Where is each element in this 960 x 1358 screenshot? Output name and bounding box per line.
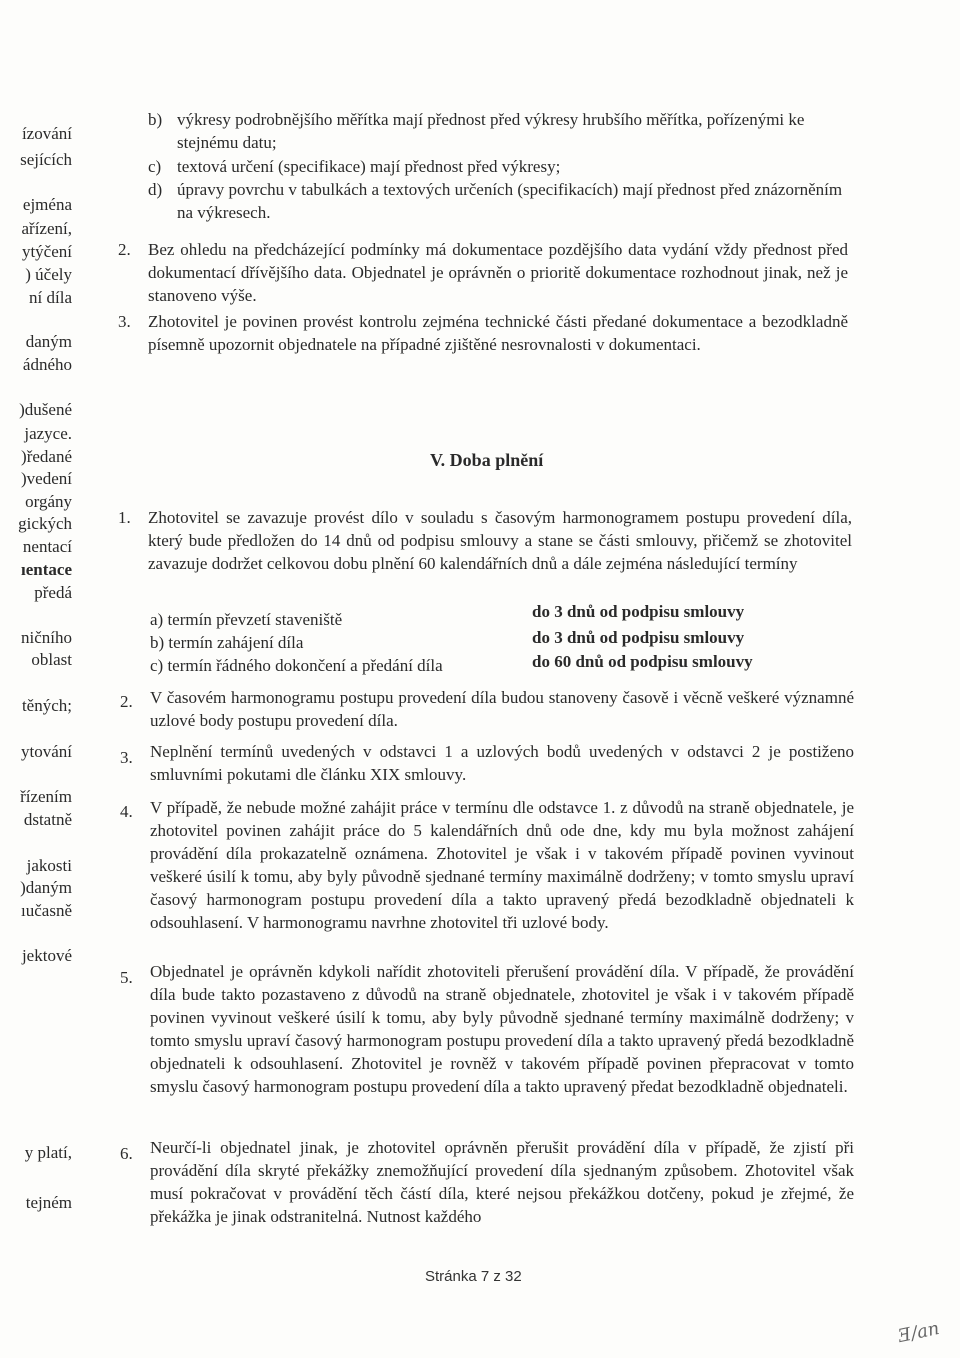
term-label-b: b) termín zahájení díla (150, 633, 304, 652)
margin-text-fragment: ízování (21, 124, 72, 143)
handwritten-initials: Ǝ/an (896, 1317, 942, 1348)
paragraph-v-1: Zhotovitel se zavazuje provést dílo v souladu s časovým harmonogramem postupu provedení díla, který bude předložen do 14 dnů od podpisu smlouvy a stane se části smlouvy, přičemž se zhotovitel zavazuje dodržet celkovou dobu plnění 60 kalendářních dnů a dále zejména následující termíny (148, 508, 852, 573)
margin-text-fragment: ytování (21, 742, 72, 761)
margin-text-fragment: těných; (21, 696, 72, 715)
margin-text-fragment: daným (25, 332, 72, 351)
margin-text-fragment: nentací (22, 537, 72, 556)
item-label-c: c) (148, 157, 162, 176)
item-label-d: d) (148, 180, 163, 199)
para-number-v-5: 5. (120, 968, 133, 987)
margin-text-fragment: sejících (20, 150, 72, 169)
term-label-c: c) termín řádného dokončení a předání díla (150, 656, 443, 675)
margin-text-fragment: orgány (25, 492, 72, 511)
margin-text-fragment: dstatně (23, 810, 72, 829)
margin-text-fragment: oblast (31, 650, 72, 669)
margin-text-fragment: gických (18, 514, 72, 533)
margin-text-fragment: )vedení (21, 469, 72, 488)
paragraph-v-4: V případě, že nebude možné zahájit práce v termínu dle odstavce 1. z důvodů na straně objednatele, je zhotovitel povinen zahájit práce do 5 kalendářních dnů ode dne, kdy mu byla možnost zahájení provádění díla prokazatelně oznámena. Zhotovitel je však i v takovém případě povinen vyvinout veškeré úsilí k tomu, aby byly původně sjednané termíny maximálně dodrženy; v tomto smyslu upraví časový harmonogram postupu provedení díla a takto upravený předá bezodkladně objednateli k odsouhlasení. V harmonogramu navrhne zhotovitel tři uzlové body. (150, 798, 854, 932)
paragraph-iv-2: Bez ohledu na předcházející podmínky má dokumentace pozdějšího data vydání vždy přednost před dokumentací dřívějšího data. Objednatel je oprávněn o prioritě dokumentace rozhodnout jinak, než je stanoveno výše. (148, 240, 848, 305)
margin-text-fragment: ytýčení (21, 242, 72, 261)
para-number-iv-3: 3. (118, 312, 131, 331)
para-number-v-2: 2. (120, 692, 133, 711)
item-b-text: výkresy podrobnějšího měřítka mají přednost před výkresy hrubšího měřítka, pořízenými ke stejnému datu; (177, 110, 805, 152)
page-number-footer: Stránka 7 z 32 (425, 1268, 522, 1285)
para-number-v-3: 3. (120, 748, 133, 767)
paragraph-v-5: Objednatel je oprávněn kdykoli nařídit zhotoviteli přerušení provádění díla. V případě, že provádění díla bude takto pozastaveno z důvodů na straně objednatele, zhotovitel je však i v takovém případě povinen vyvinout veškeré úsilí k tomu, aby byly původně sjednané termíny maximálně dodrženy; v tomto smyslu upraví časový harmonogram postupu provedení díla a takto upravený předá bezodkladně objednateli k odsouhlasení. Zhotovitel je rovněž v takovém případě povinen přepracovat v tomto smyslu časový harmonogram postupu provedení díla a takto upravený předat bezodkladně objednateli. (150, 962, 854, 1096)
item-d-text: úpravy povrchu v tabulkách a textových určeních (specifikacích) mají přednost před znázorněním na výkresech. (177, 180, 843, 222)
margin-text-fragment: ıentace (21, 560, 72, 579)
margin-text-fragment: y platí, (24, 1143, 72, 1162)
margin-text-fragment: jektové (21, 946, 72, 965)
margin-text-fragment: ní díla (29, 288, 72, 307)
para-number-v-4: 4. (120, 802, 133, 821)
item-label-b: b) (148, 110, 163, 129)
paragraph-iv-3: Zhotovitel je povinen provést kontrolu zejména technické části předané dokumentace a bezodkladně písemně upozornit objednatele na případné zjištěné nesrovnalosti v dokumentaci. (148, 312, 848, 354)
margin-text-fragment: tejném (25, 1193, 72, 1212)
term-value-a: do 3 dnů od podpisu smlouvy (532, 602, 745, 621)
paragraph-v-6: Neurčí-li objednatel jinak, je zhotovitel oprávněn přerušit provádění díla v případě, že zjistí při provádění díla skryté překážky znemožňující provedení díla sjednaným způsobem. Zhotovitel však musí pokračovat v provádění těch částí díla, které nejsou překážkou dotčeny, pokud je zřejmé, že překážka je jinak odstranitelná. Nutnost každého (150, 1138, 854, 1226)
term-value-c: do 60 dnů od podpisu smlouvy (532, 652, 753, 671)
para-number-v-6: 6. (120, 1144, 133, 1163)
paragraph-v-3: Neplnění termínů uvedených v odstavci 1 a uzlových bodů uvedených v odstavci 2 je postiženo smluvními pokutami dle článku XIX smlouvy. (150, 742, 854, 784)
term-label-a: a) termín převzetí staveniště (150, 610, 343, 629)
margin-text-fragment: ničního (21, 628, 72, 647)
term-value-b: do 3 dnů od podpisu smlouvy (532, 628, 745, 647)
section-title: V. Doba plnění (430, 450, 544, 470)
margin-text-fragment: jazyce. (24, 424, 72, 443)
margin-text-fragment: řízením (20, 787, 72, 806)
margin-text-fragment: ) účely (25, 265, 72, 284)
para-number-iv-2: 2. (118, 240, 131, 259)
margin-text-fragment: )ředané (21, 447, 72, 466)
margin-text-fragment: předá (34, 583, 72, 602)
margin-text-fragment: jakosti (26, 856, 72, 875)
margin-text-fragment: ejména (22, 195, 72, 214)
margin-text-fragment: ıučasně (21, 901, 72, 920)
margin-text-fragment: ařízení, (21, 219, 72, 238)
paragraph-v-2: V časovém harmonogramu postupu provedení díla budou stanoveny časově i věcně veškeré významné uzlové body postupu provedení díla. (150, 688, 854, 730)
item-c-text: textová určení (specifikace) mají přednost před výkresy; (177, 157, 561, 176)
margin-text-fragment: )daným (20, 878, 72, 897)
para-number-v-1: 1. (118, 508, 131, 527)
margin-text-fragment: ádného (22, 355, 72, 374)
margin-text-fragment: )dušené (19, 400, 72, 419)
